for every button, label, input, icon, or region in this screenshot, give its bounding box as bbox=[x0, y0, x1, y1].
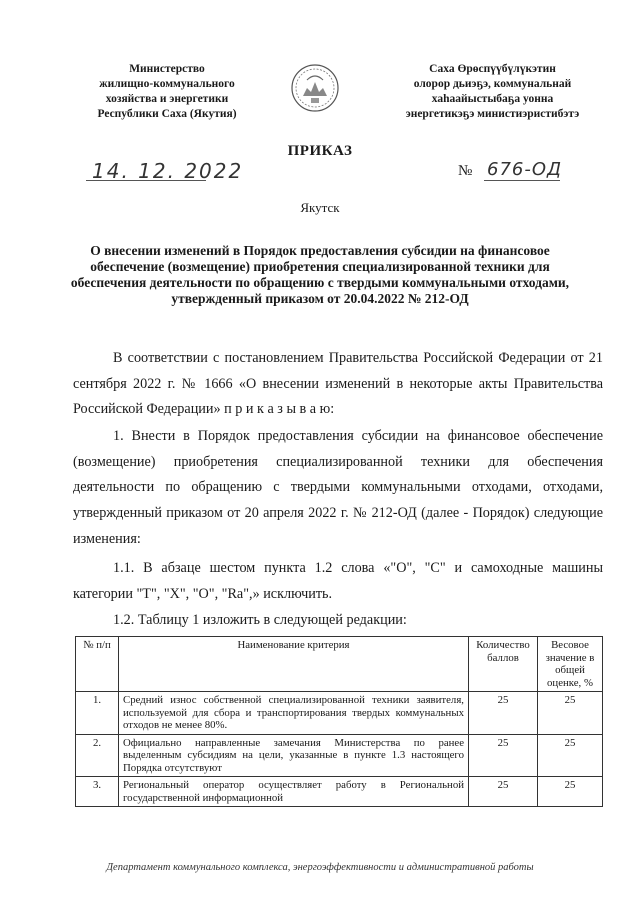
department-footer: Департамент коммунального комплекса, энергоэффективности и административной работы bbox=[106, 862, 534, 873]
date-underline bbox=[86, 180, 206, 181]
cell-number: 2. bbox=[76, 734, 119, 777]
header-cell-number: № п/п bbox=[76, 637, 119, 692]
ministry-name-ru: Министерство жилищно-коммунального хозяйства и энергетики Республики Саха (Якутия) bbox=[97, 63, 237, 120]
order-subject: О внесении изменений в Порядок предоставления субсидии на финансовое обеспечение (возмещение) приобретения специализированной техники для обеспечения деятельности по обращению с твердыми коммунальными отходами, утвержденный приказом от 20.04.2022 № 212-ОД bbox=[70, 243, 570, 306]
cell-criterion: Официально направленные замечания Министерства по ранее выделенным субсидиям на цели, указанные в пункте 1.3 настоящего Порядка отсутствуют bbox=[119, 734, 469, 777]
table-header-row bbox=[76, 637, 603, 692]
document-type-title: ПРИКАЗ bbox=[287, 143, 353, 159]
cell-weight: 25 bbox=[538, 777, 603, 807]
cell-points: 25 bbox=[469, 734, 538, 777]
cell-number: 3. bbox=[76, 777, 119, 807]
cell-points: 25 bbox=[469, 777, 538, 807]
table-row bbox=[76, 777, 603, 807]
header-cell-criterion: Наименование критерия bbox=[119, 637, 469, 692]
header-cell-weight: Весовое значение в общей оценке, % bbox=[538, 637, 603, 692]
table-row bbox=[76, 734, 603, 777]
cell-weight: 25 bbox=[538, 692, 603, 735]
preamble-paragraph: В соответствии с постановлением Правительства Российской Федерации от 21 сентября 2022 г. № 1666 «О внесении изменений в некоторые акты Правительства Российской Федерации» п р и к а з ы в а ю: bbox=[73, 350, 603, 418]
header-cell-points: Количество баллов bbox=[469, 637, 538, 692]
item-1-paragraph: 1. Внести в Порядок предоставления субсидии на финансовое обеспечение (возмещение) приобретения специализированной техники для обеспечения деятельности по обращению с твердыми коммунальными отходами, отходами, утвержденный приказом от 20 апреля 2022 г. № 212-ОД (далее - Порядок) следующие изменения: bbox=[73, 428, 603, 547]
order-date: 14. 12. 2022 bbox=[92, 159, 244, 183]
item-1-1-paragraph: 1.1. В абзаце шестом пункта 1.2 слова «"О", "С" и самоходные машины категории "Т", "Х", "О", "Ra",» исключить. bbox=[73, 560, 603, 602]
number-underline bbox=[484, 180, 560, 181]
cell-weight: 25 bbox=[538, 734, 603, 777]
ministry-name-sakha: Саха Өрөспүүбүлүкэтин олорор дьиэҕэ, коммунальнай хаһаайыстыбаҕа уонна энергетикэҕэ министиэристибэтэ bbox=[405, 63, 580, 120]
cell-points: 25 bbox=[469, 692, 538, 735]
table-row bbox=[76, 692, 603, 735]
criteria-table bbox=[75, 636, 603, 807]
coat-of-arms-icon bbox=[289, 60, 341, 116]
city-name: Якутск bbox=[300, 200, 340, 215]
order-number-label: № bbox=[458, 163, 473, 179]
cell-number: 1. bbox=[76, 692, 119, 735]
order-number: 676-ОД bbox=[487, 159, 563, 180]
item-1-2-paragraph: 1.2. Таблицу 1 изложить в следующей редакции: bbox=[113, 612, 407, 628]
cell-criterion: Региональный оператор осуществляет работу в Региональной государственной информационной bbox=[119, 777, 469, 807]
cell-criterion: Средний износ собственной специализированной техники заявителя, используемой для сбора и транспортирования твердых коммунальных отходов не менее 80%. bbox=[119, 692, 469, 735]
